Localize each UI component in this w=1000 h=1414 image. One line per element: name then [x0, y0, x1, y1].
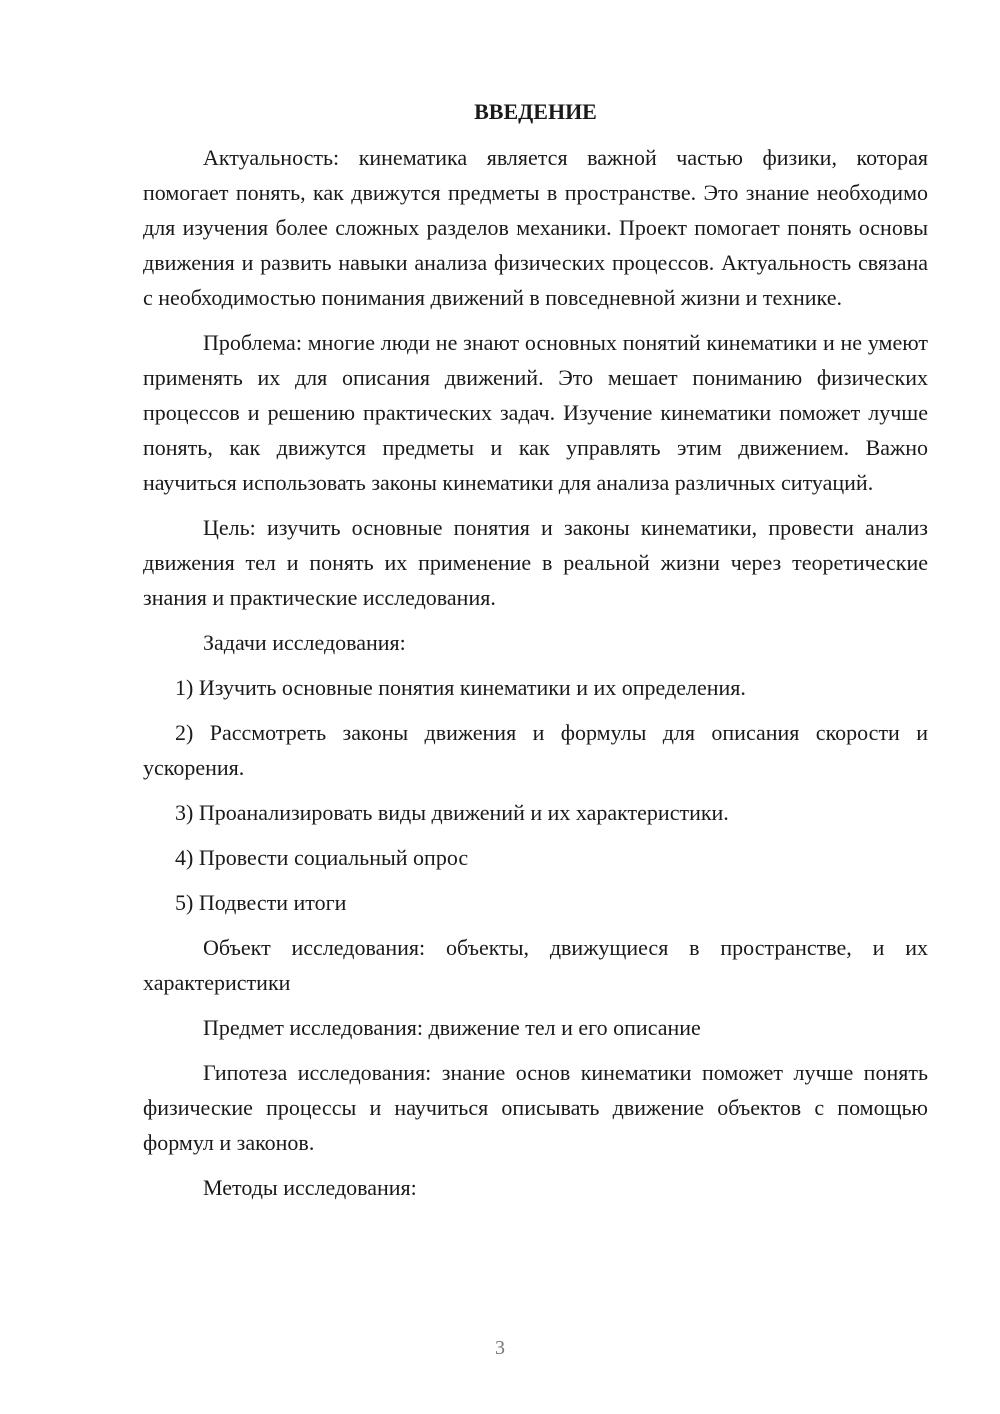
tasks-heading: Задачи исследования:	[203, 630, 406, 655]
page-content	[143, 94, 928, 1215]
page-title: ВВЕДЕНИЕ	[474, 99, 597, 124]
paragraph-problem: Проблема: многие люди не знают основных понятий кинематики и не умеют применять их для описания движений. Это мешает пониманию физических процессов и решению практических задач. Изучение кинематики поможет лучше понять, как движутся предметы и как управлять этим движением. Важно научиться использовать законы кинематики для анализа различных ситуаций.	[143, 330, 928, 495]
page-number: 3	[495, 1337, 505, 1359]
task-item: 4) Провести социальный опрос	[175, 845, 469, 870]
methods-heading: Методы исследования:	[203, 1175, 417, 1200]
task-item: 3) Проанализировать виды движений и их характеристики.	[175, 800, 729, 825]
paragraph-subject: Предмет исследования: движение тел и его описание	[203, 1015, 701, 1040]
task-item: 2) Рассмотреть законы движения и формулы для описания скорости и ускорения.	[143, 720, 928, 780]
paragraph-hypothesis: Гипотеза исследования: знание основ кинематики поможет лучше понять физические процессы и научиться описывать движение объектов с помощью формул и законов.	[143, 1060, 928, 1155]
task-item: 1) Изучить основные понятия кинематики и их определения.	[175, 675, 746, 700]
task-item: 5) Подвести итоги	[175, 890, 347, 915]
paragraph-relevance: Актуальность: кинематика является важной частью физики, которая помогает понять, как движутся предметы в пространстве. Это знание необходимо для изучения более сложных разделов механики. Проект помогает понять основы движения и развить навыки анализа физических процессов. Актуальность связана с необходимостью понимания движений в повседневной жизни и технике.	[143, 145, 928, 310]
paragraph-goal: Цель: изучить основные понятия и законы кинематики, провести анализ движения тел и понять их применение в реальной жизни через теоретические знания и практические исследования.	[143, 515, 928, 610]
paragraph-object: Объект исследования: объекты, движущиеся в пространстве, и их характеристики	[143, 935, 928, 995]
